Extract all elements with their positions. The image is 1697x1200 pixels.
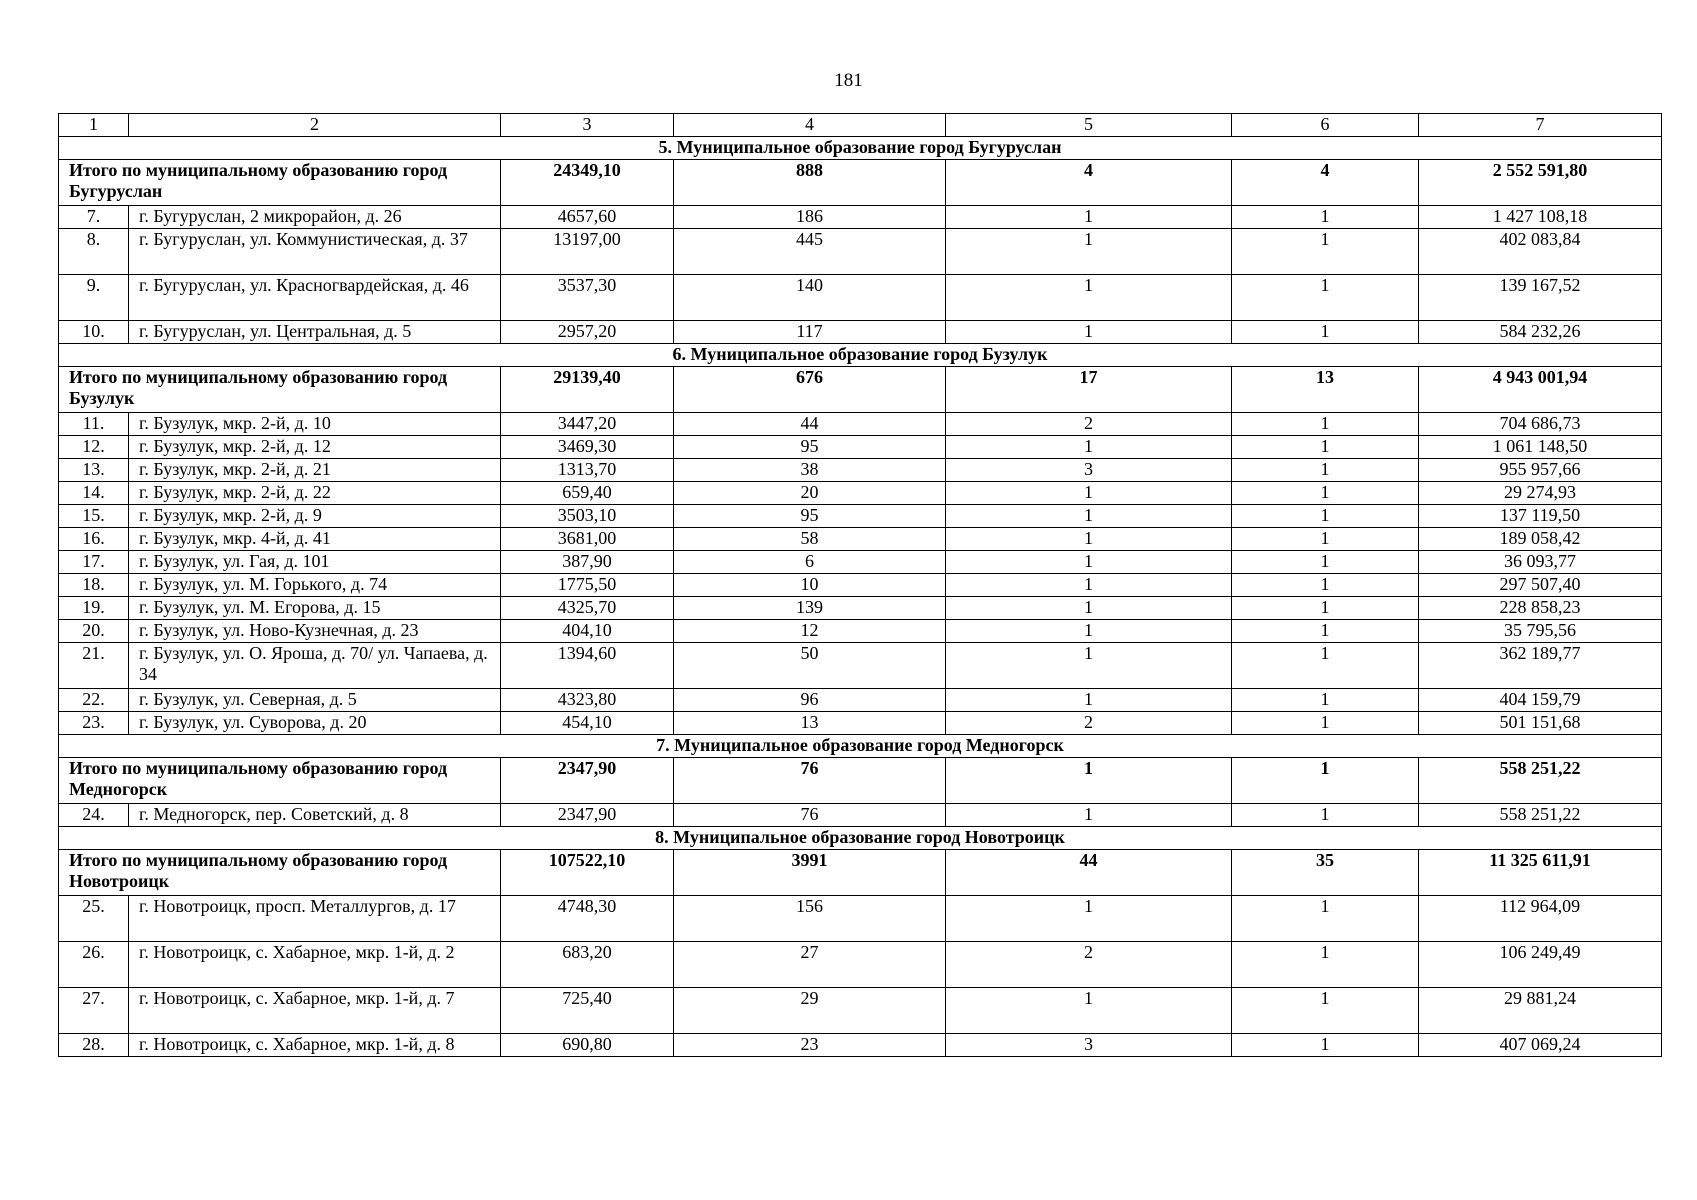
total-residents: 888 bbox=[674, 160, 946, 206]
row-residents: 50 bbox=[674, 643, 946, 689]
row-col5: 1 bbox=[946, 275, 1232, 321]
row-address: г. Бузулук, ул. О. Яроша, д. 70/ ул. Чапаева, д. 34 bbox=[129, 643, 501, 689]
row-residents: 6 bbox=[674, 551, 946, 574]
row-cost: 362 189,77 bbox=[1419, 643, 1662, 689]
table-row bbox=[59, 321, 1662, 344]
total-label: Итого по муниципальному образованию город Новотроицк bbox=[59, 850, 501, 896]
row-col5: 1 bbox=[946, 321, 1232, 344]
row-cost: 29 881,24 bbox=[1419, 988, 1662, 1034]
row-number: 26. bbox=[59, 942, 129, 988]
column-number: 5 bbox=[946, 114, 1232, 137]
total-area: 29139,40 bbox=[501, 367, 674, 413]
row-address: г. Новотроицк, с. Хабарное, мкр. 1-й, д. 7 bbox=[129, 988, 501, 1034]
row-col6: 1 bbox=[1232, 689, 1419, 712]
row-residents: 29 bbox=[674, 988, 946, 1034]
column-number: 4 bbox=[674, 114, 946, 137]
row-number: 14. bbox=[59, 482, 129, 505]
table-row bbox=[59, 896, 1662, 942]
total-cost: 4 943 001,94 bbox=[1419, 367, 1662, 413]
row-number: 19. bbox=[59, 597, 129, 620]
row-address: г. Бугуруслан, ул. Центральная, д. 5 bbox=[129, 321, 501, 344]
row-col5: 1 bbox=[946, 551, 1232, 574]
row-number: 15. bbox=[59, 505, 129, 528]
table-row bbox=[59, 459, 1662, 482]
row-address: г. Бузулук, мкр. 2-й, д. 22 bbox=[129, 482, 501, 505]
row-residents: 44 bbox=[674, 413, 946, 436]
row-col6: 1 bbox=[1232, 321, 1419, 344]
row-number: 9. bbox=[59, 275, 129, 321]
row-col5: 1 bbox=[946, 689, 1232, 712]
row-address: г. Бугуруслан, ул. Коммунистическая, д. 37 bbox=[129, 229, 501, 275]
total-row bbox=[59, 758, 1662, 804]
row-address: г. Бузулук, мкр. 2-й, д. 12 bbox=[129, 436, 501, 459]
row-number: 23. bbox=[59, 712, 129, 735]
row-col5: 3 bbox=[946, 459, 1232, 482]
section-header-row bbox=[59, 344, 1662, 367]
row-number: 12. bbox=[59, 436, 129, 459]
row-residents: 20 bbox=[674, 482, 946, 505]
total-row bbox=[59, 160, 1662, 206]
row-cost: 112 964,09 bbox=[1419, 896, 1662, 942]
row-col5: 1 bbox=[946, 505, 1232, 528]
row-cost: 35 795,56 bbox=[1419, 620, 1662, 643]
row-cost: 704 686,73 bbox=[1419, 413, 1662, 436]
table-row bbox=[59, 413, 1662, 436]
row-residents: 140 bbox=[674, 275, 946, 321]
table-body bbox=[59, 114, 1662, 1057]
row-address: г. Бузулук, ул. Северная, д. 5 bbox=[129, 689, 501, 712]
row-number: 28. bbox=[59, 1034, 129, 1057]
row-col5: 2 bbox=[946, 712, 1232, 735]
row-col6: 1 bbox=[1232, 804, 1419, 827]
row-address: г. Бузулук, мкр. 4-й, д. 41 bbox=[129, 528, 501, 551]
row-col6: 1 bbox=[1232, 1034, 1419, 1057]
table-row bbox=[59, 643, 1662, 689]
row-address: г. Бузулук, мкр. 2-й, д. 9 bbox=[129, 505, 501, 528]
table-row bbox=[59, 689, 1662, 712]
row-area: 2347,90 bbox=[501, 804, 674, 827]
table-row bbox=[59, 528, 1662, 551]
column-number-row bbox=[59, 114, 1662, 137]
column-number: 7 bbox=[1419, 114, 1662, 137]
total-label: Итого по муниципальному образованию город Бугуруслан bbox=[59, 160, 501, 206]
row-address: г. Новотроицк, просп. Металлургов, д. 17 bbox=[129, 896, 501, 942]
row-residents: 96 bbox=[674, 689, 946, 712]
total-col6: 1 bbox=[1232, 758, 1419, 804]
table-row bbox=[59, 1034, 1662, 1057]
section-header-row bbox=[59, 137, 1662, 160]
row-col5: 1 bbox=[946, 206, 1232, 229]
row-col6: 1 bbox=[1232, 896, 1419, 942]
row-col6: 1 bbox=[1232, 643, 1419, 689]
row-col5: 1 bbox=[946, 482, 1232, 505]
row-cost: 404 159,79 bbox=[1419, 689, 1662, 712]
row-area: 3469,30 bbox=[501, 436, 674, 459]
total-label: Итого по муниципальному образованию город Бузулук bbox=[59, 367, 501, 413]
row-residents: 58 bbox=[674, 528, 946, 551]
row-area: 659,40 bbox=[501, 482, 674, 505]
row-cost: 407 069,24 bbox=[1419, 1034, 1662, 1057]
column-number: 6 bbox=[1232, 114, 1419, 137]
row-col6: 1 bbox=[1232, 275, 1419, 321]
row-address: г. Новотроицк, с. Хабарное, мкр. 1-й, д. 8 bbox=[129, 1034, 501, 1057]
total-area: 107522,10 bbox=[501, 850, 674, 896]
row-residents: 445 bbox=[674, 229, 946, 275]
section-title: 6. Муниципальное образование город Бузулук bbox=[59, 344, 1662, 367]
table-row bbox=[59, 597, 1662, 620]
row-col6: 1 bbox=[1232, 505, 1419, 528]
row-number: 20. bbox=[59, 620, 129, 643]
row-area: 4748,30 bbox=[501, 896, 674, 942]
row-col6: 1 bbox=[1232, 528, 1419, 551]
row-address: г. Бузулук, ул. М. Горького, д. 74 bbox=[129, 574, 501, 597]
row-number: 24. bbox=[59, 804, 129, 827]
total-col5: 44 bbox=[946, 850, 1232, 896]
row-col6: 1 bbox=[1232, 574, 1419, 597]
row-cost: 189 058,42 bbox=[1419, 528, 1662, 551]
row-residents: 27 bbox=[674, 942, 946, 988]
row-cost: 139 167,52 bbox=[1419, 275, 1662, 321]
table-row bbox=[59, 482, 1662, 505]
row-col6: 1 bbox=[1232, 620, 1419, 643]
table-row bbox=[59, 988, 1662, 1034]
table-row bbox=[59, 229, 1662, 275]
row-number: 7. bbox=[59, 206, 129, 229]
row-cost: 29 274,93 bbox=[1419, 482, 1662, 505]
column-number: 1 bbox=[59, 114, 129, 137]
total-area: 2347,90 bbox=[501, 758, 674, 804]
section-header-row bbox=[59, 827, 1662, 850]
row-residents: 10 bbox=[674, 574, 946, 597]
row-col5: 1 bbox=[946, 528, 1232, 551]
row-address: г. Бугуруслан, 2 микрорайон, д. 26 bbox=[129, 206, 501, 229]
row-col5: 1 bbox=[946, 896, 1232, 942]
row-area: 1775,50 bbox=[501, 574, 674, 597]
table-row bbox=[59, 574, 1662, 597]
row-col5: 1 bbox=[946, 229, 1232, 275]
row-residents: 38 bbox=[674, 459, 946, 482]
row-col6: 1 bbox=[1232, 459, 1419, 482]
row-residents: 13 bbox=[674, 712, 946, 735]
row-residents: 12 bbox=[674, 620, 946, 643]
total-row bbox=[59, 367, 1662, 413]
row-number: 27. bbox=[59, 988, 129, 1034]
row-cost: 558 251,22 bbox=[1419, 804, 1662, 827]
row-area: 3681,00 bbox=[501, 528, 674, 551]
row-col6: 1 bbox=[1232, 988, 1419, 1034]
row-residents: 117 bbox=[674, 321, 946, 344]
row-residents: 186 bbox=[674, 206, 946, 229]
page-number: 181 bbox=[834, 70, 863, 91]
row-number: 17. bbox=[59, 551, 129, 574]
row-cost: 106 249,49 bbox=[1419, 942, 1662, 988]
row-col6: 1 bbox=[1232, 206, 1419, 229]
row-address: г. Медногорск, пер. Советский, д. 8 bbox=[129, 804, 501, 827]
row-area: 683,20 bbox=[501, 942, 674, 988]
table-row bbox=[59, 551, 1662, 574]
table-row bbox=[59, 436, 1662, 459]
row-col5: 3 bbox=[946, 1034, 1232, 1057]
row-col6: 1 bbox=[1232, 551, 1419, 574]
row-address: г. Новотроицк, с. Хабарное, мкр. 1-й, д. 2 bbox=[129, 942, 501, 988]
table-row bbox=[59, 712, 1662, 735]
row-cost: 297 507,40 bbox=[1419, 574, 1662, 597]
row-number: 21. bbox=[59, 643, 129, 689]
row-cost: 137 119,50 bbox=[1419, 505, 1662, 528]
row-col5: 1 bbox=[946, 574, 1232, 597]
section-title: 7. Муниципальное образование город Медногорск bbox=[59, 735, 1662, 758]
row-cost: 228 858,23 bbox=[1419, 597, 1662, 620]
row-number: 13. bbox=[59, 459, 129, 482]
table-row bbox=[59, 505, 1662, 528]
section-title: 5. Муниципальное образование город Бугуруслан bbox=[59, 137, 1662, 160]
row-col5: 1 bbox=[946, 643, 1232, 689]
row-cost: 36 093,77 bbox=[1419, 551, 1662, 574]
row-col6: 1 bbox=[1232, 229, 1419, 275]
row-area: 690,80 bbox=[501, 1034, 674, 1057]
row-address: г. Бузулук, ул. Гая, д. 101 bbox=[129, 551, 501, 574]
row-area: 3447,20 bbox=[501, 413, 674, 436]
table-row bbox=[59, 206, 1662, 229]
row-address: г. Бузулук, ул. М. Егорова, д. 15 bbox=[129, 597, 501, 620]
total-residents: 676 bbox=[674, 367, 946, 413]
row-number: 11. bbox=[59, 413, 129, 436]
row-area: 3537,30 bbox=[501, 275, 674, 321]
row-number: 10. bbox=[59, 321, 129, 344]
row-col6: 1 bbox=[1232, 413, 1419, 436]
table-row bbox=[59, 804, 1662, 827]
row-col6: 1 bbox=[1232, 597, 1419, 620]
table-row bbox=[59, 942, 1662, 988]
row-number: 22. bbox=[59, 689, 129, 712]
total-row bbox=[59, 850, 1662, 896]
total-area: 24349,10 bbox=[501, 160, 674, 206]
row-area: 4657,60 bbox=[501, 206, 674, 229]
row-area: 13197,00 bbox=[501, 229, 674, 275]
row-col6: 1 bbox=[1232, 712, 1419, 735]
row-area: 2957,20 bbox=[501, 321, 674, 344]
row-residents: 95 bbox=[674, 505, 946, 528]
total-residents: 3991 bbox=[674, 850, 946, 896]
row-col5: 1 bbox=[946, 597, 1232, 620]
section-title: 8. Муниципальное образование город Новотроицк bbox=[59, 827, 1662, 850]
row-col6: 1 bbox=[1232, 436, 1419, 459]
row-col5: 1 bbox=[946, 804, 1232, 827]
row-residents: 76 bbox=[674, 804, 946, 827]
housing-table bbox=[58, 113, 1662, 1057]
total-cost: 558 251,22 bbox=[1419, 758, 1662, 804]
row-area: 387,90 bbox=[501, 551, 674, 574]
row-address: г. Бузулук, мкр. 2-й, д. 21 bbox=[129, 459, 501, 482]
total-col5: 4 bbox=[946, 160, 1232, 206]
row-col5: 1 bbox=[946, 620, 1232, 643]
table-row bbox=[59, 275, 1662, 321]
row-cost: 402 083,84 bbox=[1419, 229, 1662, 275]
row-number: 25. bbox=[59, 896, 129, 942]
column-number: 3 bbox=[501, 114, 674, 137]
row-address: г. Бузулук, ул. Суворова, д. 20 bbox=[129, 712, 501, 735]
column-number: 2 bbox=[129, 114, 501, 137]
row-cost: 1 427 108,18 bbox=[1419, 206, 1662, 229]
row-area: 1313,70 bbox=[501, 459, 674, 482]
row-residents: 156 bbox=[674, 896, 946, 942]
row-col5: 2 bbox=[946, 413, 1232, 436]
row-area: 725,40 bbox=[501, 988, 674, 1034]
row-col5: 1 bbox=[946, 436, 1232, 459]
row-area: 4325,70 bbox=[501, 597, 674, 620]
total-col5: 1 bbox=[946, 758, 1232, 804]
row-number: 8. bbox=[59, 229, 129, 275]
row-residents: 23 bbox=[674, 1034, 946, 1057]
row-col6: 1 bbox=[1232, 942, 1419, 988]
total-col6: 35 bbox=[1232, 850, 1419, 896]
total-residents: 76 bbox=[674, 758, 946, 804]
table-row bbox=[59, 620, 1662, 643]
total-col6: 4 bbox=[1232, 160, 1419, 206]
total-cost: 2 552 591,80 bbox=[1419, 160, 1662, 206]
row-area: 3503,10 bbox=[501, 505, 674, 528]
row-number: 16. bbox=[59, 528, 129, 551]
row-area: 4323,80 bbox=[501, 689, 674, 712]
total-label: Итого по муниципальному образованию город Медногорск bbox=[59, 758, 501, 804]
row-cost: 955 957,66 bbox=[1419, 459, 1662, 482]
row-cost: 501 151,68 bbox=[1419, 712, 1662, 735]
row-area: 454,10 bbox=[501, 712, 674, 735]
row-address: г. Бугуруслан, ул. Красногвардейская, д. 46 bbox=[129, 275, 501, 321]
section-header-row bbox=[59, 735, 1662, 758]
total-col6: 13 bbox=[1232, 367, 1419, 413]
total-cost: 11 325 611,91 bbox=[1419, 850, 1662, 896]
row-area: 1394,60 bbox=[501, 643, 674, 689]
row-address: г. Бузулук, ул. Ново-Кузнечная, д. 23 bbox=[129, 620, 501, 643]
row-address: г. Бузулук, мкр. 2-й, д. 10 bbox=[129, 413, 501, 436]
row-col5: 1 bbox=[946, 988, 1232, 1034]
row-residents: 139 bbox=[674, 597, 946, 620]
row-cost: 1 061 148,50 bbox=[1419, 436, 1662, 459]
row-residents: 95 bbox=[674, 436, 946, 459]
total-col5: 17 bbox=[946, 367, 1232, 413]
row-cost: 584 232,26 bbox=[1419, 321, 1662, 344]
row-number: 18. bbox=[59, 574, 129, 597]
row-col5: 2 bbox=[946, 942, 1232, 988]
row-area: 404,10 bbox=[501, 620, 674, 643]
row-col6: 1 bbox=[1232, 482, 1419, 505]
